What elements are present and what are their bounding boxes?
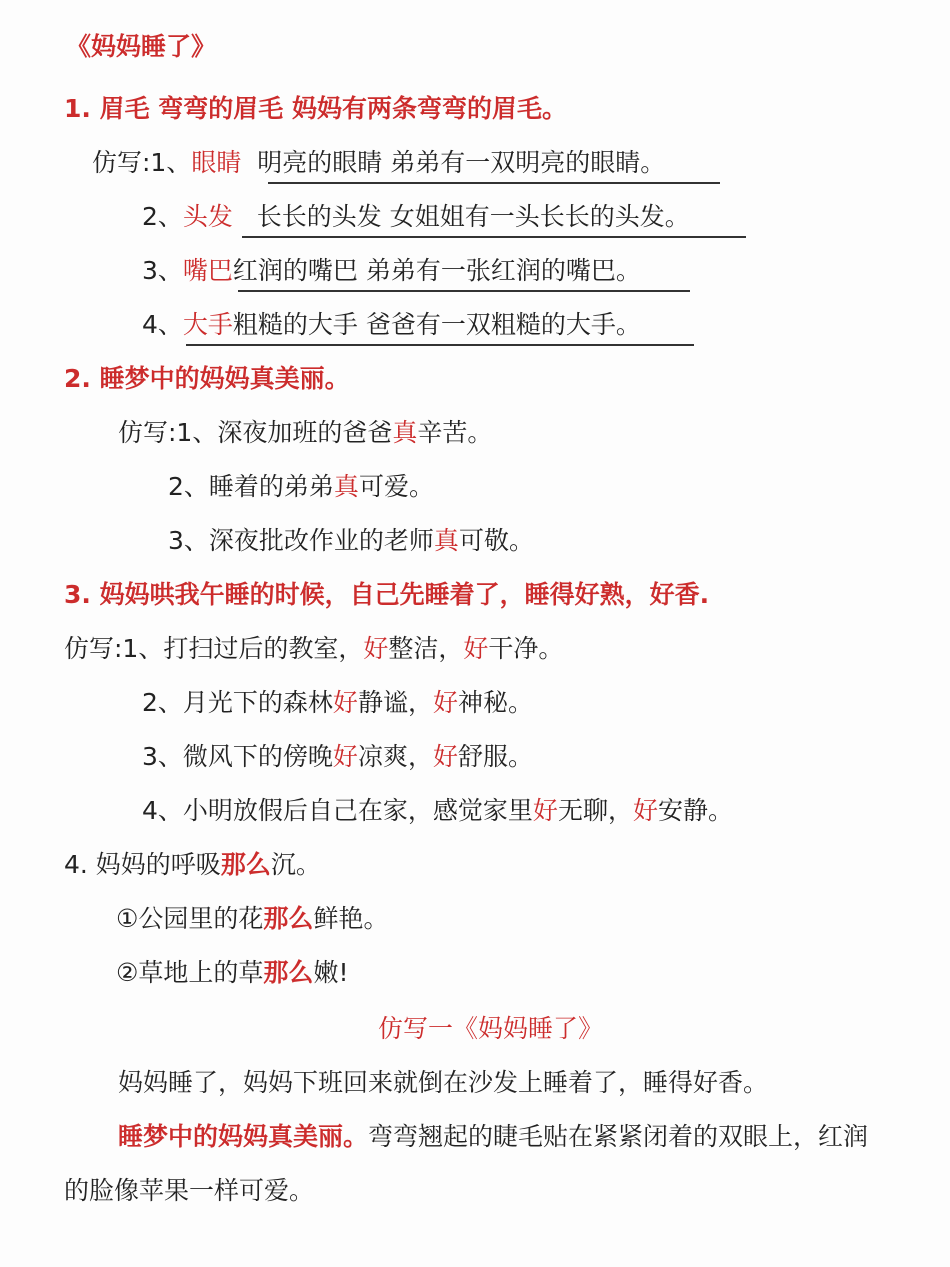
heading-text: 4. 妈妈的呼吸 <box>64 850 221 879</box>
item-text: 3、微风下的傍晚 <box>142 742 333 771</box>
item-text: 凉爽， <box>357 742 433 771</box>
section1-item-1 <box>92 146 665 180</box>
section2-item-2 <box>168 470 434 504</box>
section2-heading: 2. 睡梦中的妈妈真美丽。 <box>64 364 350 393</box>
item-text: 无聊， <box>557 796 633 825</box>
fangxie-label: 仿写:1、 <box>92 148 192 177</box>
item-text: 可爱。 <box>358 472 434 501</box>
item-sentence: 长长的头发 女姐姐有一头长长的头发。 <box>256 202 690 231</box>
item-text: 辛苦。 <box>417 418 493 447</box>
item-word: 眼睛 <box>191 148 242 177</box>
section4-item-1 <box>116 902 388 936</box>
essay-paragraph-1: 妈妈睡了，妈妈下班回来就倒在沙发上睡着了，睡得好香。 <box>118 1068 769 1097</box>
key-word: 那么 <box>263 904 314 933</box>
essay-text: 弯弯翘起的睫毛贴在紧紧闭着的双眼上，红润 <box>368 1122 869 1151</box>
item-text: 神秘。 <box>457 688 533 717</box>
item-sentence: 红润的嘴巴 弟弟有一张红润的嘴巴。 <box>232 256 641 285</box>
item-word: 嘴巴 <box>182 256 233 285</box>
item-text: 可敬。 <box>458 526 534 555</box>
answer-underline <box>242 236 746 238</box>
section3-item-4 <box>142 794 733 828</box>
key-word: 那么 <box>220 850 271 879</box>
essay-paragraph-2 <box>118 1120 868 1154</box>
key-word: 好 <box>532 796 558 825</box>
section3-item-2 <box>142 686 533 720</box>
item-num: 4、 <box>142 310 183 339</box>
item-text: 2、月光下的森林 <box>142 688 333 717</box>
key-word: 真 <box>433 526 459 555</box>
item-text: 鲜艳。 <box>313 904 389 933</box>
item-text: 嫩! <box>313 958 349 987</box>
key-word: 那么 <box>263 958 314 987</box>
section3-item-1 <box>64 632 563 666</box>
answer-underline <box>238 290 690 292</box>
item-sentence: 粗糙的大手 爸爸有一双粗糙的大手。 <box>232 310 641 339</box>
page-title: 《妈妈睡了》 <box>66 32 217 61</box>
section4-item-2 <box>116 956 348 990</box>
section4-heading <box>64 848 321 882</box>
key-word: 好 <box>332 688 358 717</box>
item-num: 2、 <box>142 202 183 231</box>
item-text: ②草地上的草 <box>116 958 264 987</box>
key-word: 好 <box>463 634 489 663</box>
essay-red-sentence: 睡梦中的妈妈真美丽。 <box>118 1122 369 1151</box>
item-text: 3、深夜批改作业的老师 <box>168 526 434 555</box>
item-text: 干净。 <box>488 634 564 663</box>
section3-item-3 <box>142 740 533 774</box>
heading-text: 沉。 <box>270 850 321 879</box>
answer-underline <box>268 182 720 184</box>
section3-heading: 3. 妈妈哄我午睡的时候，自己先睡着了，睡得好熟，好香. <box>64 580 710 609</box>
item-num: 3、 <box>142 256 183 285</box>
section2-item-3 <box>168 524 534 558</box>
key-word: 好 <box>332 742 358 771</box>
item-text: 安静。 <box>657 796 733 825</box>
item-text: 2、睡着的弟弟 <box>168 472 334 501</box>
answer-underline <box>186 344 694 346</box>
item-text: 舒服。 <box>457 742 533 771</box>
item-word: 大手 <box>182 310 233 339</box>
item-text: 静谧， <box>357 688 433 717</box>
essay-paragraph-3: 的脸像苹果一样可爱。 <box>64 1176 315 1205</box>
section1-heading: 1. 眉毛 弯弯的眉毛 妈妈有两条弯弯的眉毛。 <box>64 94 568 123</box>
section1-item-3 <box>142 254 641 288</box>
item-text: 整洁， <box>388 634 464 663</box>
item-word: 头发 <box>182 202 233 231</box>
section1-item-4 <box>142 308 641 342</box>
key-word: 真 <box>333 472 359 501</box>
item-text: 仿写:1、打扫过后的教室， <box>64 634 364 663</box>
key-word: 好 <box>632 796 658 825</box>
key-word: 真 <box>392 418 418 447</box>
item-sentence: 明亮的眼睛 弟弟有一双明亮的眼睛。 <box>257 148 666 177</box>
essay-title: 仿写一《妈妈睡了》 <box>378 1014 604 1043</box>
item-text: 4、小明放假后自己在家，感觉家里 <box>142 796 533 825</box>
section1-item-2 <box>142 200 690 234</box>
key-word: 好 <box>363 634 389 663</box>
section2-item-1 <box>118 416 492 450</box>
item-text: ①公园里的花 <box>116 904 264 933</box>
key-word: 好 <box>432 688 458 717</box>
key-word: 好 <box>432 742 458 771</box>
item-text: 仿写:1、深夜加班的爸爸 <box>118 418 393 447</box>
